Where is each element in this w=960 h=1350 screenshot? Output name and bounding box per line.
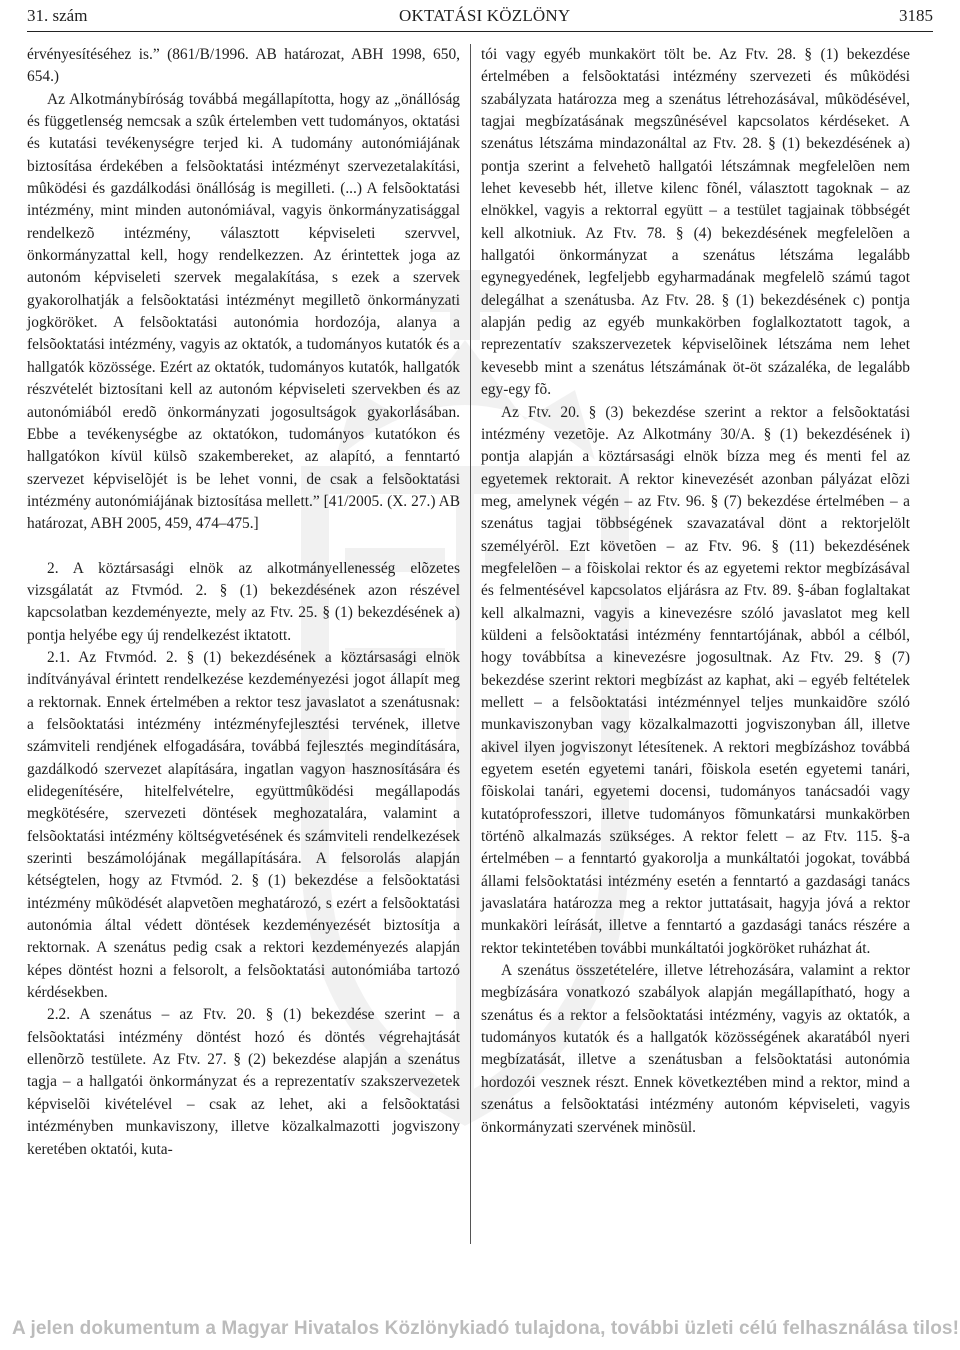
paragraph: tói vagy egyéb munkakört tölt be. Az Ftv. 28. § (1) bekezdése értelmében a felsõoktatási intézmény szervezeti és mûködési szabályzata határozza meg a szenátus létrehozásával, mûködésével, tagjai megbízatásának megszûnésével kapcsolatos kérdéseket. A szenátus létszáma mindazonáltal az Ftv. 28. § (1) bekezdésének a) pontja szerint a felvehetõ hallgatói létszámnak megfelelõen nem lehet kevesebb hét, illetve kilenc fõnél, választott tagoknak – az elnökkel, vagyis a rektorral együtt – a testület tagjainak többségét kell alkotniuk. Az Ftv. 78. § (4) bekezdésének megfelelõen a hallgatói önkormányzat a szenátus létszáma legalább egynegyedének, legfeljebb egyharmadának megfelelõ számú tagot delegálhat a szenátusba. Az Ftv. 28. § (1) bekezdésének c) pontja alapján pedig az egyéb munkakörben foglalkoztatott tagok, a reprezentatív szakszervezetek képviselõinek létszáma nem lehet kevesebb mint a szenátus létszámának öt-öt százaléka, de legalább egy-egy fõ. xyxy=(481,46,910,399)
paragraph: 2.2. A szenátus – az Ftv. 20. § (1) bekezdése szerint – a felsõoktatási intézmény döntést hozó és döntés végrehajtását ellenõrzõ testülete. Az Ftv. 27. § (2) bekezdése alapján a szenátus tagja – a hallgatói önkormányzat és a reprezentatív szakszervezetek képviselõi kivételével – csak az lehet, aki a felsõoktatási intézményben munkaviszony, illetve közalkalmazotti jogviszony keretében oktatói, kuta- xyxy=(27,1006,460,1158)
paragraph: 2.1. Az Ftvmód. 2. § (1) bekezdésének a köztársasági elnök indítványával érintett rendelkezése kezdeményezési jogot állapít meg a rektornak. Ennek értelmében a rektor tesz javaslatot a szenátusnak: a felsõoktatási intézmény intézményfejlesztési tervének, illetve számviteli rendjének elfogadására, továbbá fejlesztés megindítására, gazdálkodó szervezet alapítására, ingatlan vagyon hasznosítására és elidegenítésére, hitelfelvételre, együttmûködési megállapodás megkötésére, szervezeti döntések meghozatalára, valamint a felsõoktatási intézmény költségvetésének és számviteli rendelkezések szerinti beszámolójának megállapítására. A felsorolás alapján kétségtelen, hogy az Ftvmód. 2. § (1) bekezdése a felsõoktatási intézmény mûködését alapvetõen meghatározó, s ezért a felsõoktatási autonómia által védett döntések kezdeményezését biztosítja a rektornak. A szenátus pedig csak a rektori kezdeményezés alapján képes döntést hozni a felsorolt, a felsõoktatási autonómiába tartozó kérdésekben. xyxy=(27,648,460,1002)
copyright-notice: A jelen dokumentum a Magyar Hivatalos Közlönykiadó tulajdona, további üzleti célú felhasználása tilos! xyxy=(12,1318,960,1339)
paragraph: A szenátus összetételére, illetve létrehozására, valamint a rektor megbízására vonatkozó szabályok alapján megállapítható, hogy a szenátus és a rektor a felsõoktatási intézmény, vagyis az oktatók, a tudományos kutatók és a hallgatók közösségének akaratából nyeri megbízatását, illetve a szenátusban a felsõoktatási autonómia hordozói vesznek részt. Ennek következtében mind a rektor, mind a szenátus a felsõoktatási intézmény autonóm képviseleti, vagyis önkormányzati szervének minõsül. xyxy=(481,962,910,1136)
header-rule xyxy=(27,31,933,32)
paragraph: érvényesítéséhez is.” (861/B/1996. AB határozat, ABH 1998, 650, 654.) xyxy=(27,46,460,86)
paragraph: Az Alkotmánybíróság továbbá megállapította, hogy az „önállóság és függetlenség nemcsak a szûk értelemben vett tudományos, oktatási és kutatási tevékenységre terjed ki. A tudomány autonómiájának biztosítása érdekében a felsõoktatási intézményt szervezetalakítási, mûködési és gazdálkodási önállóság is megilleti. (...) A felsõoktatási intézmény, mint minden autonómiával, vagyis önkormányzatisággal rendelkezõ intézmény, választott képviseleti szervvel, önkormányzattal kell, hogy rendelkezzen. Az érintettek joga az autonóm képviseleti szervek megalakítása, s ezek a szervek gyakorolhatják a felsõoktatási intézményt megilletõ önkormányzati jogköröket. A felsõoktatási autonómia hordozója, alanya a felsõoktatási intézmény, vagyis az oktatók, a tudományos kutatók és a hallgatók közössége. Ezért az oktatók, tudományos kutatók, hallgatók részvételét biztosítani kell az autonóm képviseleti szervekben és az autonómiából eredõ önkormányzati jogosultságok gyakorlásában. Ebbe a tevékenységbe az oktatókon, tudományos kutatókon és hallgatókon kívül külsõ szakembereket, az alapító, a fenntartó szervezet képviselõjét is be lehet vonni, de csak a felsõoktatási intézmény autonómiájának biztosítása mellett.” [41/2005. (X. 27.) AB határozat, ABH 2005, 459, 474–475.] xyxy=(27,90,460,533)
page-number: 3185 xyxy=(899,6,933,25)
paragraph: Az Ftv. 20. § (3) bekezdése szerint a rektor a felsõoktatási intézmény vezetõje. Az Alkotmány 30/A. § (1) bekezdésének i) pontja alapján a köztársasági elnök bízza meg és menti fel az egyetemek rektorait. A rektor kinevezését azonban pályázat elõzi meg, amelynek végén – az Ftv. 96. § (7) bekezdése értelmében – a szenátus tagjai többségének szavazatával dönt a rektorjelölt személyérõl. Ezt követõen – az Ftv. 96. § (11) bekezdésének megfelelõen – a fõiskolai rektor és az egyetemi rektor megbízásával és felmentésével kapcsolatos eljárásra az Ftv. 89. §-ában foglaltakat kell alkalmazni, vagyis a kinevezésre szóló javaslatot meg kell küldeni a felsõoktatási intézmény fenntartójának, abból a célból, hogy továbbítsa a kinevezésre jogosultnak. Az Ftv. 29. § (7) bekezdése szerint rektori megbízást az kaphat, aki – egyéb feltételek mellett – a felsõoktatási intézménnyel teljes munkaidõre szóló munkaviszonyban vagy közalkalmazotti jogviszonyban áll, illetve akivel ilyen jogviszonyt létesítenek. A rektori megbízáshoz továbbá egyetem esetén egyetemi tanári, fõiskola esetén egyetemi tanári, fõiskolai tanári, egyetemi docensi, tudományos tanácsadói vagy kutatóprofesszori, illetve tudományos fõmunkatársi munkakörben történõ alkalmazás szükséges. A rektor felett – az Ftv. 115. §-a értelmében – a fenntartó gyakorolja a munkáltatói jogokat, továbbá állami felsõoktatási intézmény esetén a fenntartó a gazdasági tanács javaslatára határozza meg a rektor juttatásait, hagyja jóvá a rektor munkaköri leírását, illetve a fenntartó a gazdasági tanács részére a rektor tekintetében további munkáltatói jogköröket ruházhat át. xyxy=(481,403,910,957)
paragraph: 2. A köztársasági elnök az alkotmányellenesség elõzetes vizsgálatát az Ftvmód. 2. § (1) bekezdésének azon részével kapcsolatban kezdeményezte, mely az Ftv. 25. § (1) bekezdésének a) pontja helyébe egy új rendelkezést iktatott. xyxy=(27,559,460,644)
publication-title: OKTATÁSI KÖZLÖNY xyxy=(399,6,571,25)
issue-number: 31. szám xyxy=(27,6,88,25)
page-header xyxy=(27,5,933,27)
column-divider xyxy=(470,44,471,1244)
right-column xyxy=(481,44,910,1139)
left-column xyxy=(27,44,460,1161)
